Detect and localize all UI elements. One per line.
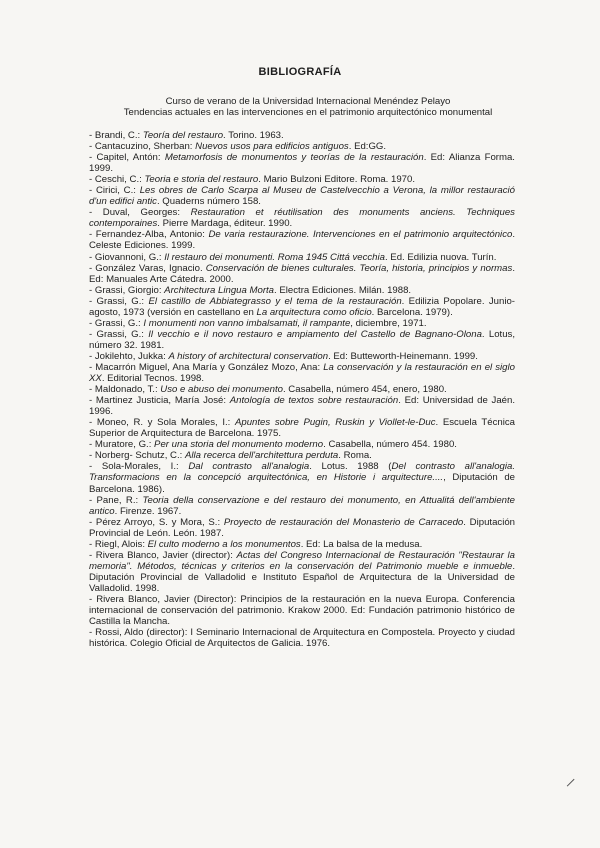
entry-title-italic: A history of architectural conservation: [168, 350, 329, 362]
entry-text: . Barcelona. 1979).: [371, 306, 453, 318]
entry-text: - Rossi, Aldo (director): I Seminario Internacional de Arquitectura en Compostela. Proyecto y ciudad histórica. Colegio Oficial de Arquitectos de Galicia. 1976.: [89, 627, 515, 650]
bibliography-entry: [89, 141, 515, 152]
entry-text: . Ed: Universidad de Jaén. 1996.: [89, 395, 515, 418]
entry-text: - Pane, R.:: [89, 494, 143, 506]
entry-title-italic: De varia restaurazione. Intervenciones en el patrimonio arquitectónico: [208, 229, 513, 241]
entry-text: , Diputación de Barcelona. 1986).: [89, 472, 516, 495]
entry-text: . Escuela Técnica Superior de Arquitectura de Barcelona. 1975.: [89, 417, 516, 440]
bibliography-entry: [89, 185, 515, 207]
entry-text: . Casabella, número 454. 1980.: [323, 439, 457, 451]
entry-title-italic: Antología de textos sobre restauración: [229, 395, 399, 407]
entry-text: - Cantacuzino, Sherban:: [89, 141, 196, 153]
bibliography-entry: [89, 351, 515, 362]
entry-title-italic: El castillo de Abbiategrasso y el tema de la restauración: [148, 295, 402, 307]
entry-title-italic: Del contrasto all'analogia. Transformacions en la concepció arquitectónica, en Historie i arquitecture....: [89, 461, 515, 484]
bibliography-entry: [89, 550, 515, 594]
bibliography-entry: [89, 461, 515, 494]
bibliography-entry: [89, 539, 515, 550]
entry-title-italic: I monumenti non vanno imbalsamati, il rampante: [143, 317, 351, 329]
entry-text: . Lotus, número 32. 1981.: [89, 328, 516, 351]
entry-title-italic: Architectura Lingua Morta: [164, 284, 275, 296]
entry-text: - Muratore, G.:: [89, 439, 155, 451]
entry-title-italic: La arquitectura como oficio: [256, 306, 372, 318]
bibliography-entry: [89, 296, 515, 318]
pen-mark: [567, 779, 575, 787]
entry-text: , diciembre, 1971.: [350, 317, 427, 329]
entry-text: . Diputación Provincial de Valladolid e Instituto Español de Arquitectura de la Universidad de Valladolid. 1998.: [89, 560, 515, 594]
entry-text: - Sola-Morales, I.:: [89, 461, 189, 473]
bibliography-entry: [89, 152, 515, 174]
entry-title-italic: Apuntes sobre Pugin, Ruskin y Viollet-le-Duc: [234, 417, 436, 429]
entry-text: . Diputación Provincial de León. León. 1987.: [89, 516, 516, 539]
entry-title-italic: Restauration et réutilisation des monuments anciens. Techniques contemporaines: [89, 207, 515, 230]
entry-text: - Moneo, R. y Sola Morales, I.:: [89, 417, 235, 429]
entry-title-italic: Conservación de bienes culturales. Teoría, historia, principios y normas: [205, 262, 513, 274]
entry-text: - Giovannoni, G.:: [89, 251, 165, 263]
bibliography-entry: [89, 594, 515, 627]
entry-text: - Grassi, G.:: [89, 295, 149, 307]
entry-text: - Grassi, G.:: [89, 328, 149, 340]
entry-text: - González Varas, Ignacio.: [89, 262, 206, 274]
bibliography-entry: [89, 517, 515, 539]
entry-title-italic: El culto moderno a los monumentos: [147, 538, 301, 550]
bibliography-entry: [89, 174, 515, 185]
entry-text: - Ceschi, C.:: [89, 174, 145, 186]
entry-title-italic: Per una storia del monumento moderno: [154, 439, 324, 451]
entry-text: . Celeste Ediciones. 1999.: [89, 229, 515, 252]
bibliography-entry: [89, 130, 515, 141]
bibliography-entry: [89, 395, 515, 417]
entry-title-italic: Proyecto de restauración del Monasterio de Carracedo: [223, 516, 464, 528]
entry-text: - Jokilehto, Jukka:: [89, 350, 169, 362]
entry-text: . Lotus. 1988 (: [309, 461, 392, 473]
entry-title-italic: Cittá vecchia: [330, 251, 385, 263]
entry-text: - Duval, Georges:: [89, 207, 191, 219]
entry-title-italic: Nuevos usos para edificios antiguos: [195, 141, 349, 153]
bibliography-entry: [89, 207, 515, 229]
entry-title-italic: Il vecchio e il novo restauro e ampiamento del Castello de Bagnano-Olona: [148, 328, 482, 340]
entry-title-italic: Dal contrasto all'analogia: [188, 461, 310, 473]
entry-title-italic: Teoria e storia del restauro: [144, 174, 259, 186]
entry-title-italic: Teoría del restauro: [142, 130, 224, 141]
entry-text: - Macarrón Miguel, Ana María y González Mozo, Ana:: [89, 361, 324, 373]
entry-text: . Torino. 1963.: [223, 130, 284, 141]
bibliography-entry: [89, 263, 515, 285]
bibliography-entry: [89, 417, 515, 439]
entry-text: . Ed: Manuales Arte Cátedra. 2000.: [89, 262, 515, 285]
entry-title-italic: Teoria della conservazione e del restauro dei monumento, en Attualitá dell'ambiente antico: [89, 494, 515, 517]
bibliography-entry: [89, 450, 515, 461]
course-topic: Tendencias actuales en las intervenciones en el patrimonio arquitectónico monumental: [123, 107, 493, 118]
entry-text: - Norberg- Schutz, C.:: [89, 450, 185, 462]
bibliography-entry: [89, 329, 515, 351]
entry-title-italic: Les obres de Carlo Scarpa al Museu de Castelvecchio a Verona, la millor restauració d'un edifici antic: [89, 185, 515, 208]
entry-text: - Brandi, C.:: [89, 130, 143, 141]
entry-text: - Grassi, Giorgio:: [89, 284, 165, 296]
entry-title-italic: La conservación y la restauración en el siglo XX: [89, 361, 515, 385]
entry-text: . Mario Bulzoni Editore. Roma. 1970.: [258, 174, 416, 186]
entry-text: . Ed: La balsa de la medusa.: [300, 538, 423, 550]
entry-text: . Pierre Mardaga, éditeur. 1990.: [157, 218, 293, 230]
entry-text: - Rivera Blanco, Javier (director):: [89, 549, 237, 561]
entry-text: - Capitel, Antón:: [89, 152, 165, 164]
entry-text: . Firenze. 1967.: [114, 505, 182, 517]
bibliography-entry: [89, 627, 515, 649]
entry-text: - Riegl, Alois:: [89, 538, 148, 550]
entry-text: . Electra Ediciones. Milán. 1988.: [274, 284, 412, 296]
entry-title-italic: Metamorfosis de monumentos y teorías de la restauración: [164, 152, 424, 164]
entry-title-italic: Uso e abuso dei monumento: [160, 384, 283, 396]
entry-text: . Roma.: [338, 450, 372, 462]
bibliography-entry: [89, 318, 515, 329]
course-subtitle: Curso de verano de la Universidad Internacional Menéndez Pelayo: [165, 96, 451, 107]
entry-text: . Editorial Tecnos. 1998.: [101, 373, 205, 385]
bibliography-list: [89, 130, 515, 649]
entry-text: - Grassi, G.:: [89, 317, 144, 329]
bibliography-entry: [89, 495, 515, 517]
entry-text: - Fernandez-Alba, Antonio:: [89, 229, 209, 241]
entry-text: - Pérez Arroyo, S. y Mora, S.:: [89, 516, 224, 528]
entry-text: - Martinez Justicia, María José:: [89, 395, 230, 407]
page-title: BIBLIOGRAFÍA: [258, 66, 342, 78]
entry-text: . Casabella, número 454, enero, 1980.: [282, 384, 447, 396]
entry-text: . Edilizia Popolare. Junio-agosto, 1973 (versión en castellano en: [89, 295, 515, 318]
bibliography-entry: [89, 362, 515, 384]
entry-title-italic: Actas del Congreso Internacional de Restauración "Restaurar la memoria". Métodos, técnicas y criterios en la conservación del Patrimonio mueble e inmueble: [89, 549, 515, 572]
entry-text: . Ed: Butteworth-Heinemann. 1999.: [328, 350, 478, 362]
entry-text: . Quaderns número 158.: [156, 196, 261, 208]
entry-text: . Ed. Edilizia nuova. Turín.: [384, 251, 497, 263]
bibliography-entry: [89, 384, 515, 395]
entry-text: - Maldonado, T.:: [89, 384, 161, 396]
entry-text: . Ed: Alianza Forma. 1999.: [89, 152, 515, 175]
entry-title-italic: Il restauro dei monumenti. Roma 1945: [164, 251, 328, 263]
bibliography-entry: [89, 439, 515, 450]
bibliography-entry: [89, 252, 515, 263]
entry-title-italic: Alla recerca dell'architettura perduta: [184, 450, 339, 462]
entry-text: - Cirici, C.:: [89, 185, 140, 197]
bibliography-entry: [89, 285, 515, 296]
entry-text: - Rivera Blanco, Javier (Director): Principios de la restauración en la nueva Europa. Conferencia internacional de conservación del patrimonio. Krakow 2000. Ed: Fundación patrimonio histórico de Castilla la Mancha.: [89, 593, 515, 628]
entry-text: . Ed:GG.: [348, 141, 387, 153]
bibliography-entry: [89, 229, 515, 251]
